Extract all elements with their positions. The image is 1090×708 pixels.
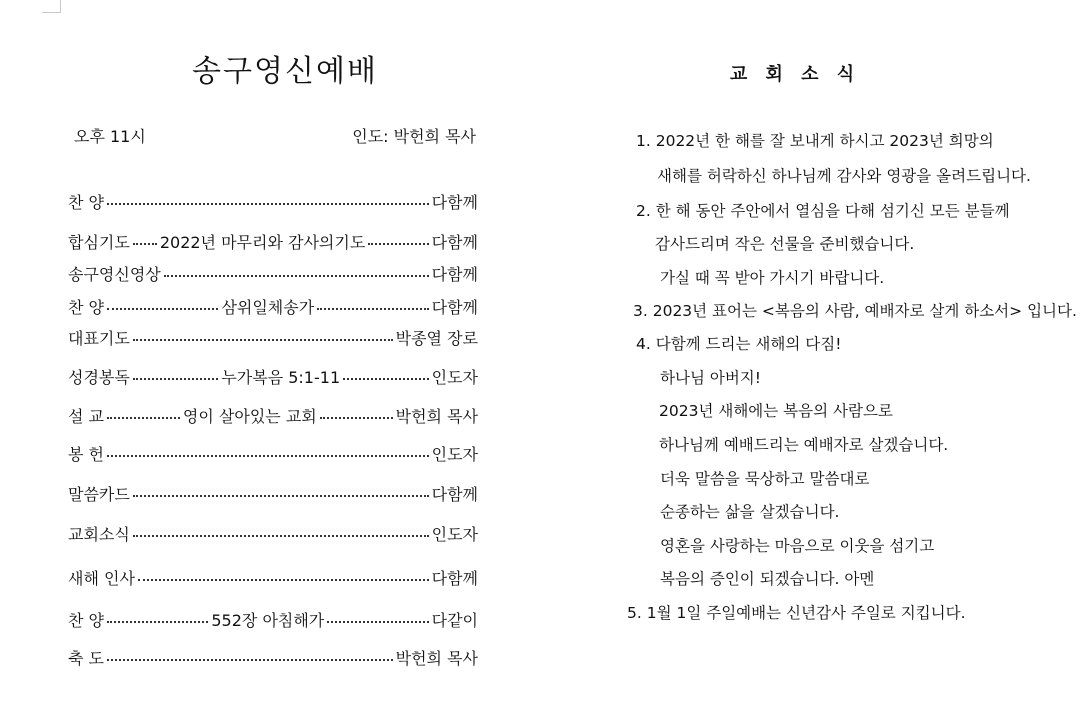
news-line: 하나님께 예배드리는 예배자로 살겠습니다. [659,436,949,454]
leader-dots [164,274,429,277]
order-label: 대표기도 [68,328,130,348]
order-performer: 다같이 [431,610,478,630]
order-performer: 박헌희 목사 [395,648,478,668]
leader-dots [327,620,428,623]
church-news-title: 교 회 소 식 [729,64,861,85]
order-performer: 박헌희 목사 [395,406,479,426]
order-row [68,403,478,427]
order-row [68,645,478,669]
order-performer: 인도자 [431,367,478,387]
leader-dots [107,620,208,623]
order-label: 찬 양 [68,297,104,317]
order-detail: 영이 살아있는 교회 [182,406,317,426]
news-line: 감사드리며 작은 선물을 준비했습니다. [655,235,915,253]
order-label: 봉 헌 [68,444,104,464]
order-performer: 다함께 [431,192,478,212]
news-line: 2. 한 해 동안 주안에서 열심을 다해 섬기신 모든 분들께 [636,202,1010,220]
leader-dots [133,534,429,537]
leader-dots [368,242,428,245]
order-performer: 다함께 [431,232,478,252]
service-time: 오후 11시 [74,127,146,146]
leader-dots [133,494,429,497]
order-row [68,189,478,213]
order-row [68,565,478,589]
order-performer: 다함께 [431,297,478,317]
news-line: 5. 1월 1일 주일예배는 신년감사 주일로 지킵니다. [627,604,966,622]
news-line: 하나님 아버지! [660,369,761,387]
order-row [68,325,478,349]
news-line: 순종하는 삶을 살겠습니다. [660,503,840,521]
order-label: 찬 양 [68,610,104,630]
leader-dots [343,377,429,380]
order-detail: 552장 아침해가 [211,610,325,630]
leader-dots [107,416,180,419]
order-performer: 다함께 [431,484,478,504]
order-row [68,441,478,465]
leader-dots [320,416,393,419]
leader-dots [107,454,429,457]
order-row [68,261,478,285]
leader-dots [317,307,428,310]
news-line: 영혼을 사랑하는 마음으로 이웃을 섬기고 [660,537,935,555]
order-label: 송구영신영상 [68,264,161,284]
order-performer: 인도자 [431,444,478,464]
news-line: 복음의 증인이 되겠습니다. 아멘 [660,570,875,588]
order-row [68,521,478,545]
news-line: 더욱 말씀을 묵상하고 말씀대로 [660,470,870,488]
leader-dots [107,202,429,205]
leader-dots [133,377,219,380]
leader-dots [138,578,429,581]
order-label: 합심기도 [68,232,130,252]
leader-dots [107,307,218,310]
order-performer: 다함께 [431,568,478,588]
news-line: 가실 때 꼭 받아 가시기 바랍니다. [660,269,885,287]
news-line: 2023년 새해에는 복음의 사람으로 [659,402,893,420]
order-label: 성경봉독 [68,367,130,387]
order-label: 새해 인사 [68,568,135,588]
leader-dots [133,242,157,245]
order-row [68,481,478,505]
news-line: 1. 2022년 한 해를 잘 보내게 하시고 2023년 희망의 [636,132,994,150]
order-label: 말씀카드 [68,484,130,504]
order-row [68,364,478,388]
service-title: 송구영신예배 [192,54,378,89]
order-label: 찬 양 [68,192,104,212]
order-label: 축 도 [68,648,104,668]
page-corner-mark [42,0,61,13]
news-line: 새해를 허락하신 하나님께 감사와 영광을 올려드립니다. [657,167,1031,185]
order-detail: 누가복음 5:1-11 [221,367,341,387]
order-row [68,294,478,318]
order-label: 설 교 [68,406,104,426]
order-performer: 다함께 [431,264,478,284]
order-label: 교회소식 [68,524,130,544]
order-detail: 2022년 마무리와 감사의기도 [159,232,366,252]
news-line: 3. 2023년 표어는 <복음의 사람, 예배자로 살게 하소서> 입니다. [633,302,1077,320]
order-row [68,607,478,631]
news-line: 4. 다함께 드리는 새해의 다짐! [636,335,842,353]
order-detail: 삼위일체송가 [221,297,315,317]
leader-dots [133,338,393,341]
order-performer: 박종열 장로 [395,328,478,348]
leader-dots [107,658,393,661]
order-performer: 인도자 [431,524,478,544]
order-row [68,229,478,253]
service-leader: 인도: 박헌희 목사 [352,127,476,146]
